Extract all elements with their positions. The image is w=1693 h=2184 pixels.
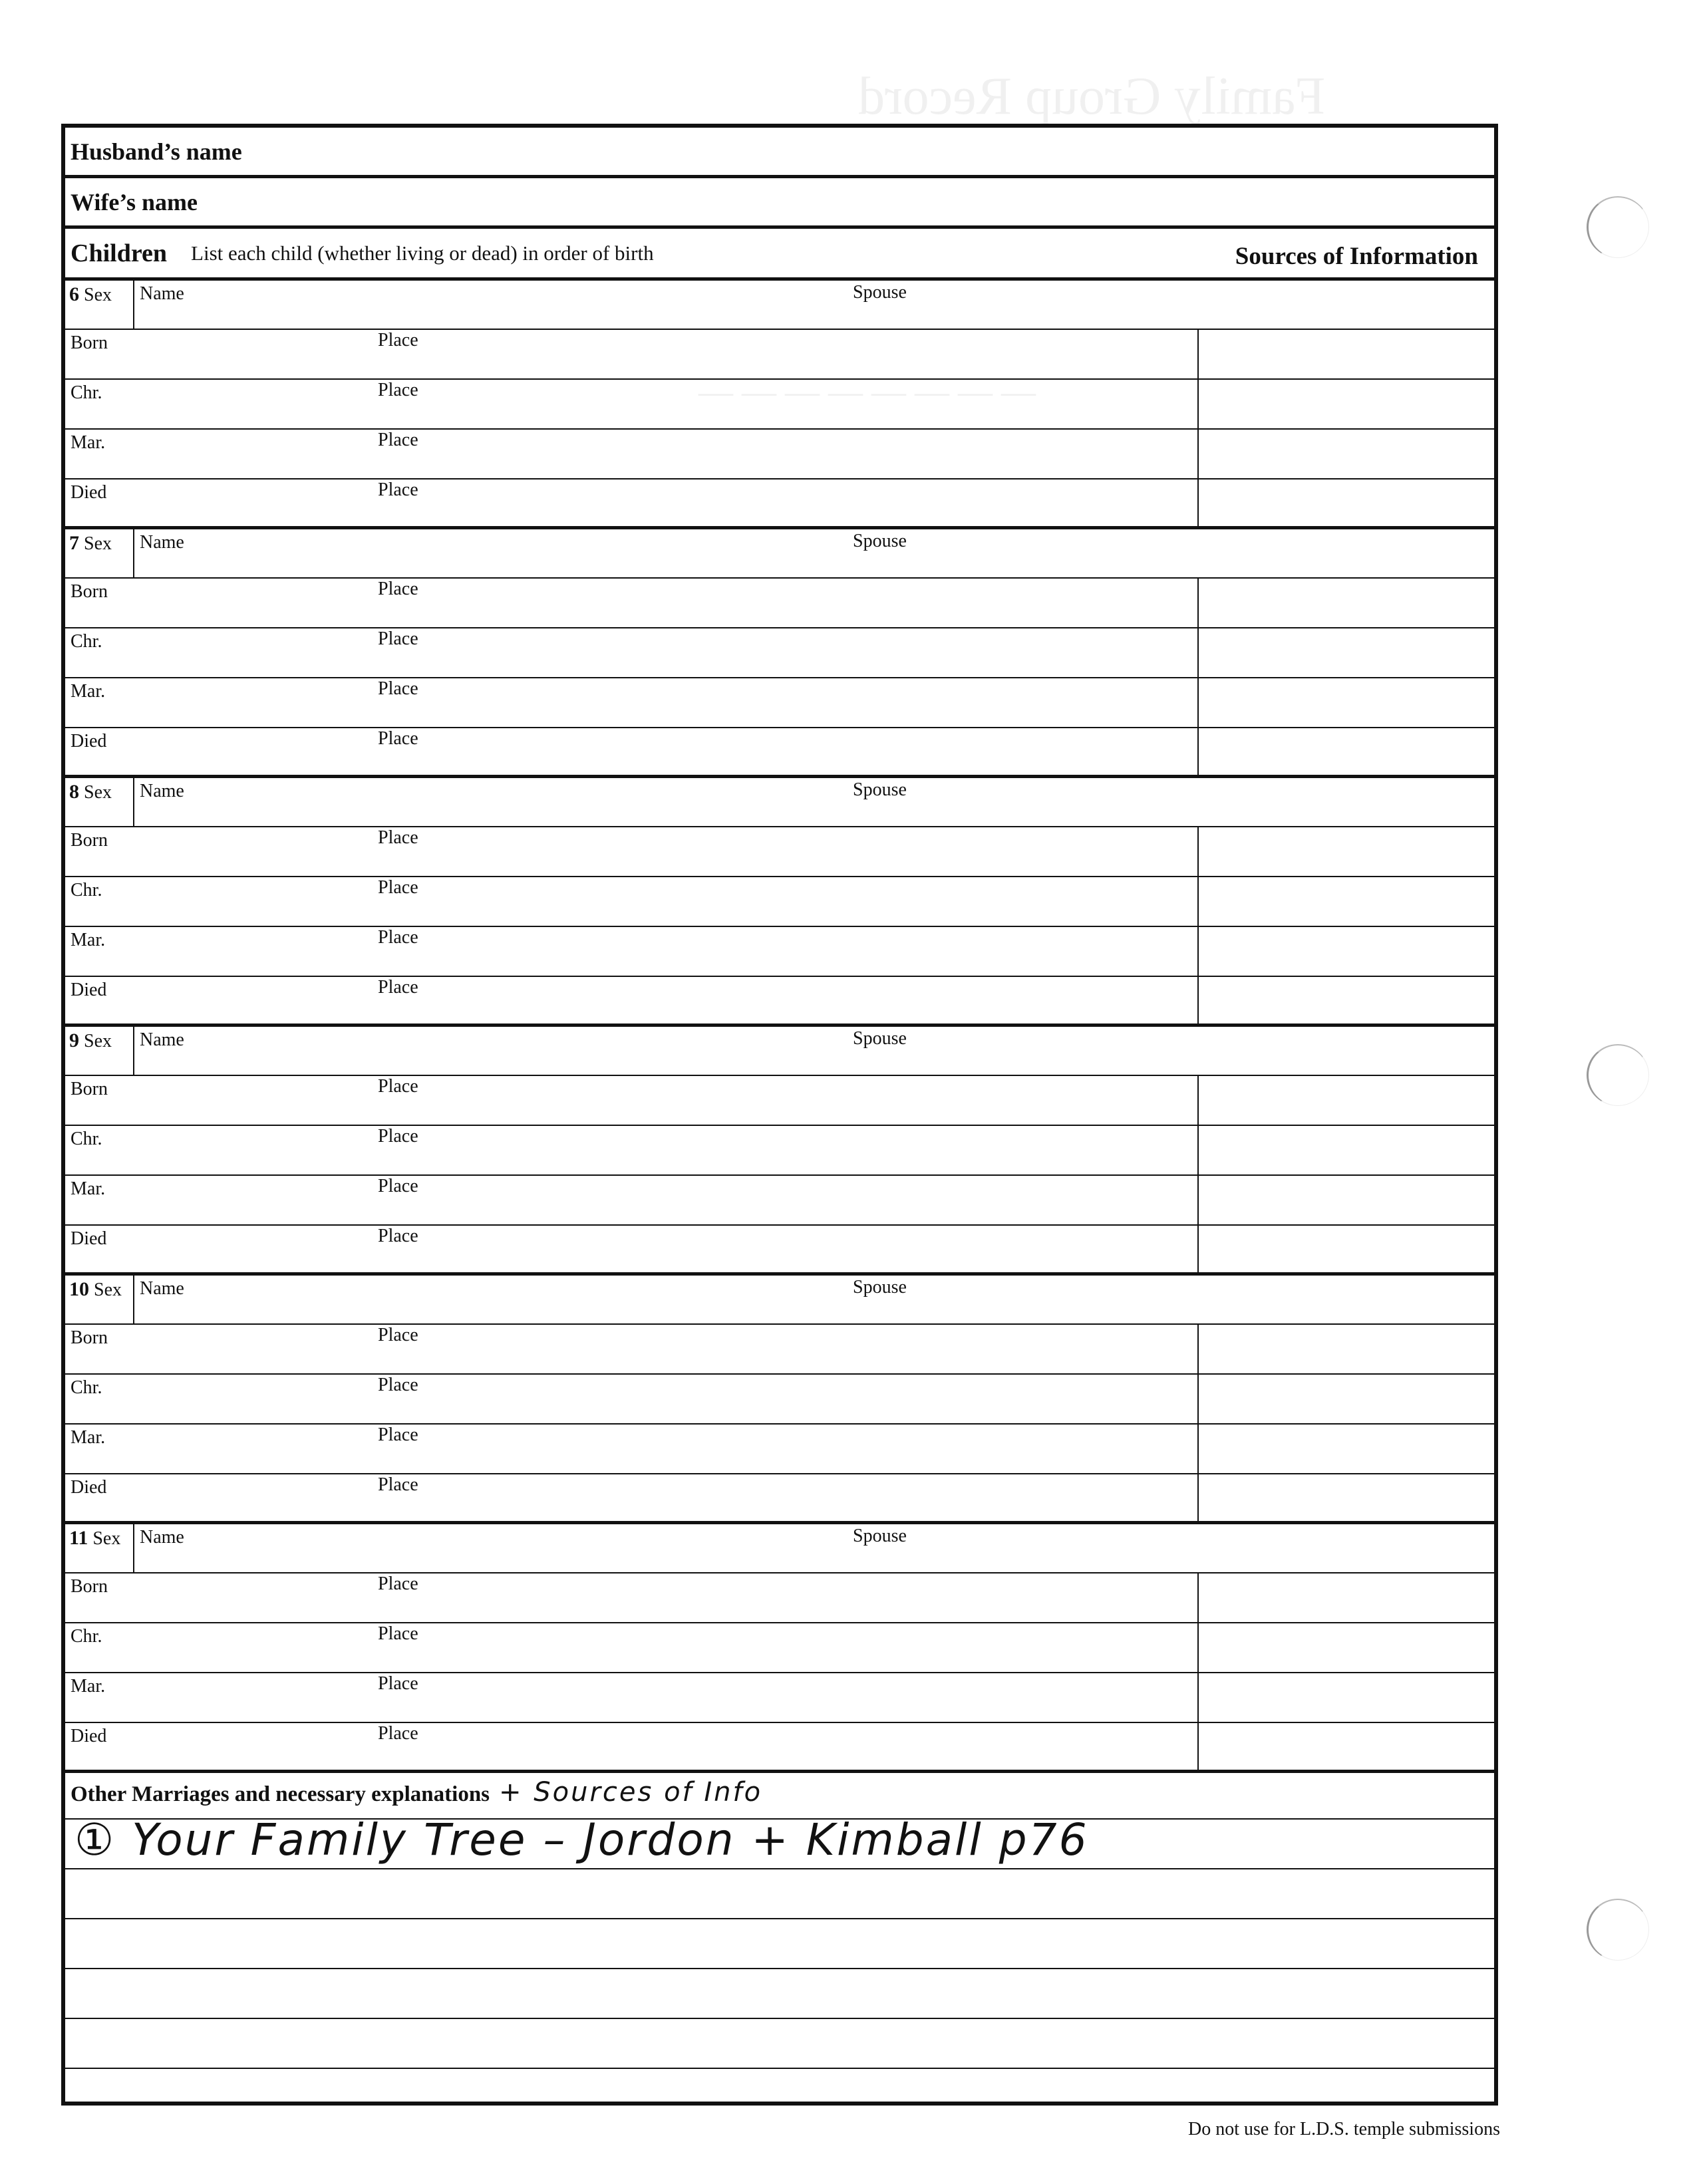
event-row[interactable] (65, 1723, 1494, 1773)
event-cell[interactable] (65, 877, 1199, 926)
note-line[interactable] (65, 1969, 1494, 2019)
event-cell[interactable] (65, 1573, 1199, 1622)
event-label: Born (71, 1079, 108, 1099)
children-header (65, 229, 1494, 281)
event-row[interactable] (65, 380, 1494, 430)
source-cell[interactable] (1199, 1076, 1494, 1125)
event-cell[interactable] (65, 1375, 1199, 1423)
child-name-row[interactable] (65, 281, 1494, 330)
child-name-row[interactable] (65, 529, 1494, 579)
sex-label: Sex (84, 533, 112, 554)
wife-name-label: Wife’s name (71, 188, 198, 215)
source-cell[interactable] (1199, 1126, 1494, 1174)
event-cell[interactable] (65, 927, 1199, 976)
child-name-cell[interactable] (134, 1276, 184, 1323)
place-label: Place (378, 1325, 418, 1345)
event-row[interactable] (65, 1425, 1494, 1474)
event-cell[interactable] (65, 728, 1199, 778)
child-sex-cell[interactable] (65, 529, 134, 577)
child-number: 6 (69, 283, 79, 305)
event-cell[interactable] (65, 330, 1199, 378)
child-sex-cell[interactable] (65, 1524, 134, 1572)
source-cell[interactable] (1199, 479, 1494, 529)
source-cell[interactable] (1199, 877, 1494, 926)
event-cell[interactable] (65, 380, 1199, 428)
show-through-title: Family Group Record (858, 67, 1326, 126)
child-name-cell[interactable] (134, 1027, 184, 1075)
children-instruction: List each child (whether living or dead) in order of birth (191, 241, 654, 265)
place-label: Place (378, 1226, 418, 1246)
place-label: Place (378, 479, 418, 500)
sex-label: Sex (84, 1031, 112, 1051)
event-cell[interactable] (65, 1126, 1199, 1174)
event-row[interactable] (65, 827, 1494, 877)
event-label: Born (71, 1576, 108, 1597)
punch-hole-top (1587, 196, 1649, 258)
event-row[interactable] (65, 1176, 1494, 1226)
event-row[interactable] (65, 1623, 1494, 1673)
source-cell[interactable] (1199, 380, 1494, 428)
source-cell[interactable] (1199, 1723, 1494, 1773)
child-section (65, 1524, 1494, 1773)
name-label: Name (140, 283, 184, 304)
spouse-label: Spouse (853, 282, 907, 303)
place-label: Place (378, 1723, 418, 1744)
event-row[interactable] (65, 1375, 1494, 1425)
place-label: Place (378, 977, 418, 998)
source-cell[interactable] (1199, 430, 1494, 478)
punch-hole-middle (1587, 1044, 1649, 1106)
event-row[interactable] (65, 628, 1494, 678)
event-cell[interactable] (65, 430, 1199, 478)
child-sex-cell[interactable] (65, 281, 134, 329)
note-line[interactable] (65, 1814, 1494, 1869)
source-cell[interactable] (1199, 330, 1494, 378)
child-section (65, 778, 1494, 1027)
child-number: 9 (69, 1029, 79, 1051)
name-label: Name (140, 532, 184, 553)
sex-label: Sex (92, 1528, 121, 1549)
family-group-form (61, 124, 1498, 2106)
place-label: Place (378, 1076, 418, 1097)
children-list (65, 281, 1494, 1773)
child-number: 11 (69, 1527, 88, 1549)
note-line[interactable] (65, 1869, 1494, 1919)
children-label: Children (71, 239, 168, 267)
place-label: Place (378, 678, 418, 699)
event-label: Mar. (71, 1676, 106, 1697)
child-name-cell[interactable] (134, 529, 184, 577)
event-row[interactable] (65, 1076, 1494, 1126)
event-row[interactable] (65, 927, 1494, 977)
event-label: Born (71, 830, 108, 851)
spouse-label: Spouse (853, 1277, 907, 1297)
child-name-row[interactable] (65, 1524, 1494, 1573)
event-cell[interactable] (65, 628, 1199, 677)
event-label: Died (71, 731, 107, 751)
source-cell[interactable] (1199, 1226, 1494, 1276)
place-label: Place (378, 827, 418, 848)
event-label: Chr. (71, 1626, 102, 1647)
event-cell[interactable] (65, 827, 1199, 876)
source-cell[interactable] (1199, 628, 1494, 677)
spouse-label: Spouse (853, 531, 907, 551)
wife-row[interactable] (65, 178, 1494, 229)
event-row[interactable] (65, 678, 1494, 728)
source-cell[interactable] (1199, 977, 1494, 1027)
source-cell[interactable] (1199, 1176, 1494, 1224)
place-label: Place (378, 1573, 418, 1594)
place-label: Place (378, 877, 418, 898)
child-name-row[interactable] (65, 778, 1494, 827)
source-cell[interactable] (1199, 827, 1494, 876)
event-label: Mar. (71, 681, 106, 702)
event-cell[interactable] (65, 1176, 1199, 1224)
event-cell[interactable] (65, 977, 1199, 1027)
child-section (65, 529, 1494, 778)
note-line[interactable] (65, 2019, 1494, 2069)
source-cell[interactable] (1199, 1573, 1494, 1622)
source-cell[interactable] (1199, 1425, 1494, 1473)
event-label: Mar. (71, 432, 106, 453)
event-row[interactable] (65, 479, 1494, 529)
event-cell[interactable] (65, 579, 1199, 627)
child-name-cell[interactable] (134, 1524, 184, 1572)
event-cell[interactable] (65, 1226, 1199, 1276)
event-label: Died (71, 482, 107, 503)
child-sex-cell[interactable] (65, 1027, 134, 1075)
source-cell[interactable] (1199, 1375, 1494, 1423)
sources-label: Sources of Information (1235, 243, 1478, 270)
place-label: Place (378, 1425, 418, 1445)
name-label: Name (140, 781, 184, 801)
child-name-row[interactable] (65, 1276, 1494, 1325)
name-label: Name (140, 1527, 184, 1548)
event-label: Chr. (71, 1377, 102, 1398)
name-label: Name (140, 1029, 184, 1050)
child-number: 8 (69, 781, 79, 803)
event-label: Chr. (71, 631, 102, 652)
note-line[interactable] (65, 2069, 1494, 2119)
child-section (65, 281, 1494, 529)
notes-lines (65, 1814, 1494, 2119)
show-through-text: — — — — — — — — (698, 373, 1036, 411)
event-label: Born (71, 333, 108, 353)
event-row[interactable] (65, 728, 1494, 778)
place-label: Place (378, 579, 418, 599)
footer-disclaimer: Do not use for L.D.S. temple submissions (1188, 2119, 1500, 2139)
child-number: 7 (69, 532, 79, 554)
event-label: Mar. (71, 1427, 106, 1448)
event-label: Chr. (71, 382, 102, 403)
event-cell[interactable] (65, 479, 1199, 529)
event-row[interactable] (65, 1226, 1494, 1276)
source-cell[interactable] (1199, 1325, 1494, 1373)
source-cell[interactable] (1199, 927, 1494, 976)
place-label: Place (378, 1474, 418, 1495)
event-cell[interactable] (65, 1325, 1199, 1373)
husband-name-label: Husband’s name (71, 138, 242, 165)
spouse-label: Spouse (853, 1028, 907, 1049)
event-cell[interactable] (65, 1425, 1199, 1473)
event-row[interactable] (65, 330, 1494, 380)
sex-label: Sex (94, 1280, 122, 1300)
place-label: Place (378, 1126, 418, 1147)
event-label: Died (71, 980, 107, 1000)
place-label: Place (378, 430, 418, 450)
child-sex-cell[interactable] (65, 778, 134, 826)
event-cell[interactable] (65, 1723, 1199, 1773)
event-row[interactable] (65, 579, 1494, 628)
event-cell[interactable] (65, 1673, 1199, 1722)
event-label: Chr. (71, 880, 102, 900)
note-text: ① Your Family Tree – Jordon + Kimball p76 (75, 1814, 1089, 1865)
event-row[interactable] (65, 877, 1494, 927)
child-sex-cell[interactable] (65, 1276, 134, 1323)
event-cell[interactable] (65, 1623, 1199, 1672)
child-section (65, 1027, 1494, 1276)
event-row[interactable] (65, 1673, 1494, 1723)
note-line[interactable] (65, 1919, 1494, 1969)
source-cell[interactable] (1199, 678, 1494, 727)
event-label: Born (71, 581, 108, 602)
child-name-row[interactable] (65, 1027, 1494, 1076)
event-label: Born (71, 1327, 108, 1348)
event-cell[interactable] (65, 678, 1199, 727)
notes-label: Other Marriages and necessary explanations (71, 1782, 490, 1806)
sex-label: Sex (84, 285, 112, 305)
source-cell[interactable] (1199, 1474, 1494, 1524)
child-number: 10 (69, 1278, 89, 1300)
event-label: Mar. (71, 1178, 106, 1199)
event-label: Died (71, 1726, 107, 1746)
event-row[interactable] (65, 1126, 1494, 1176)
event-label: Died (71, 1228, 107, 1249)
event-row[interactable] (65, 1325, 1494, 1375)
event-label: Chr. (71, 1129, 102, 1149)
child-section (65, 1276, 1494, 1524)
place-label: Place (378, 1623, 418, 1644)
source-cell[interactable] (1199, 728, 1494, 778)
place-label: Place (378, 330, 418, 350)
sex-label: Sex (84, 782, 112, 803)
husband-row[interactable] (65, 128, 1494, 178)
punch-hole-bottom (1587, 1899, 1649, 1961)
place-label: Place (378, 1673, 418, 1694)
event-row[interactable] (65, 977, 1494, 1027)
event-label: Mar. (71, 930, 106, 950)
event-label: Died (71, 1477, 107, 1498)
place-label: Place (378, 1176, 418, 1196)
place-label: Place (378, 927, 418, 948)
event-row[interactable] (65, 1474, 1494, 1524)
event-row[interactable] (65, 430, 1494, 479)
spouse-label: Spouse (853, 1526, 907, 1546)
place-label: Place (378, 380, 418, 400)
event-row[interactable] (65, 1573, 1494, 1623)
name-label: Name (140, 1278, 184, 1299)
notes-header (65, 1773, 1494, 1820)
place-label: Place (378, 1375, 418, 1395)
place-label: Place (378, 728, 418, 749)
spouse-label: Spouse (853, 779, 907, 800)
event-cell[interactable] (65, 1076, 1199, 1125)
child-name-cell[interactable] (134, 778, 184, 826)
child-name-cell[interactable] (134, 281, 184, 329)
source-cell[interactable] (1199, 1673, 1494, 1722)
source-cell[interactable] (1199, 1623, 1494, 1672)
source-cell[interactable] (1199, 579, 1494, 627)
place-label: Place (378, 628, 418, 649)
notes-handwritten-addition: + Sources of Info (499, 1777, 763, 1808)
event-cell[interactable] (65, 1474, 1199, 1524)
